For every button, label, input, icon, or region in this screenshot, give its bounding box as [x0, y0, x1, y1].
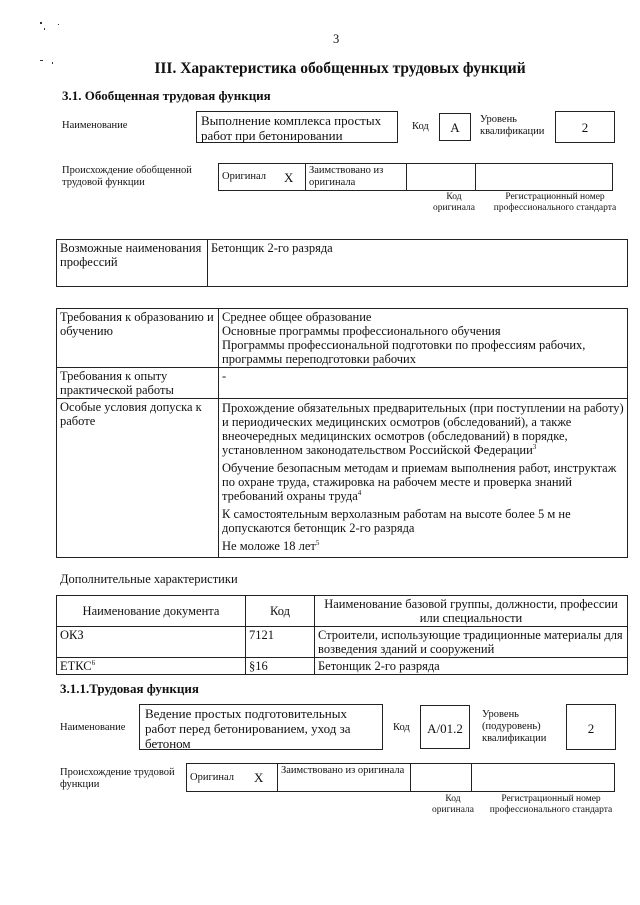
gtf-code-label: Код: [412, 121, 429, 132]
tf-name-label: Наименование: [60, 722, 126, 733]
tf-borrowed-label: Заимствовано из оригинала: [278, 764, 411, 792]
gtf-reg-number-caption: Регистрационный номер профессионального стандарта: [493, 192, 617, 213]
tf-origin-table: [186, 763, 615, 792]
gtf-code-value: А: [439, 113, 471, 141]
scan-mark: [58, 24, 59, 25]
experience-value: -: [219, 368, 628, 399]
footnote-ref: 4: [357, 488, 362, 497]
row-etks-doc: ЕТКС: [60, 659, 92, 673]
special-conditions-label: Особые условия допуска к работе: [57, 399, 219, 558]
additional-heading: Дополнительные характеристики: [60, 572, 238, 586]
scan-mark: [40, 22, 42, 24]
footnote-ref: 3: [532, 442, 537, 451]
gtf-level-value: 2: [555, 111, 615, 143]
col-name-header: Наименование базовой группы, должности, профессии или специальности: [315, 596, 628, 627]
footnote-ref: 6: [91, 658, 96, 667]
tf-level-label: Уровень (подуровень) квалификации: [482, 709, 547, 744]
tf-heading: 3.1.1.Трудовая функция: [60, 681, 199, 696]
tf-original-mark: Х: [251, 764, 278, 792]
tf-name-value: Ведение простых подготовительных работ перед бетонированием, уход за бетоном: [139, 704, 383, 750]
gtf-origin-code-caption: Код оригинала: [433, 192, 475, 213]
special-condition-4: Не моложе 18 лет: [222, 539, 316, 553]
footnote-ref: 5: [315, 538, 320, 547]
row-etks-code: §16: [246, 658, 315, 675]
education-line: Среднее общее образование: [222, 310, 372, 324]
education-value: [219, 309, 628, 368]
row-okz-name: Строители, использующие традиционные материалы для возведения зданий и сооружений: [315, 627, 628, 658]
special-condition-1: Прохождение обязательных предварительных (при поступлении на работу) и периодических медицинских осмотров (обследований), а также внеочередных медицинских осмотров (обследований) в порядке, установленном законодательством Российской Федерации: [222, 401, 624, 457]
tf-original-label: Оригинал: [187, 764, 252, 792]
gtf-borrowed-label: Заимствовано из оригинала: [306, 164, 407, 191]
section-title: III. Характеристика обобщенных трудовых функций: [154, 60, 526, 77]
tf-origin-code-caption: Код оригинала: [432, 794, 474, 815]
gtf-name-value: Выполнение комплекса простых работ при бетонировании: [196, 111, 398, 143]
special-condition-3: К самостоятельным верхолазным работам на высоте более 5 м не допускаются бетонщик 2-го разряда: [222, 507, 571, 535]
gtf-origin-label: Происхождение обобщенной трудовой функции: [62, 165, 192, 188]
tf-code-value: А/01.2: [420, 705, 470, 749]
education-label: Требования к образованию и обучению: [57, 309, 219, 368]
possible-names-table: [56, 239, 628, 287]
additional-table: [56, 595, 628, 675]
scan-mark: [52, 62, 53, 64]
gtf-name-label: Наименование: [62, 120, 128, 131]
tf-origin-code-cell: [411, 764, 472, 792]
page-number: 3: [333, 32, 340, 46]
gtf-heading: 3.1. Обобщенная трудовая функция: [62, 88, 271, 103]
col-code-header: Код: [246, 596, 315, 627]
education-line: Основные программы профессионального обучения: [222, 324, 501, 338]
gtf-reg-number-cell: [476, 164, 613, 191]
experience-label: Требования к опыту практической работы: [57, 368, 219, 399]
possible-names-value: Бетонщик 2-го разряда: [208, 240, 628, 287]
gtf-original-mark: Х: [281, 164, 306, 191]
row-etks-name: Бетонщик 2-го разряда: [315, 658, 628, 675]
gtf-origin-table: [218, 163, 613, 191]
possible-names-label: Возможные наименования профессий: [57, 240, 208, 287]
special-conditions-value: [219, 399, 628, 558]
requirements-table: [56, 308, 628, 558]
row-okz-code: 7121: [246, 627, 315, 658]
tf-origin-label: Происхождение трудовой функции: [60, 767, 175, 790]
special-condition-2: Обучение безопасным методам и приемам выполнения работ, инструктаж по охране труда, стажировка на рабочем месте и проверка знаний требований охраны труда: [222, 461, 617, 503]
education-line: Программы профессиональной подготовки по профессиям рабочих, программы переподготовки рабочих: [222, 338, 586, 366]
tf-level-value: 2: [566, 704, 616, 750]
scan-mark: [44, 28, 45, 30]
tf-reg-number-caption: Регистрационный номер профессионального стандарта: [489, 794, 613, 815]
gtf-original-label: Оригинал: [219, 164, 282, 191]
tf-code-label: Код: [393, 722, 410, 733]
row-okz-doc: ОКЗ: [57, 627, 246, 658]
col-doc-header: Наименование документа: [57, 596, 246, 627]
row-etks-doc-cell: [57, 658, 246, 675]
scan-mark: [40, 60, 43, 61]
gtf-origin-code-cell: [407, 164, 476, 191]
gtf-level-label: Уровень квалификации: [480, 114, 545, 137]
tf-reg-number-cell: [472, 764, 615, 792]
